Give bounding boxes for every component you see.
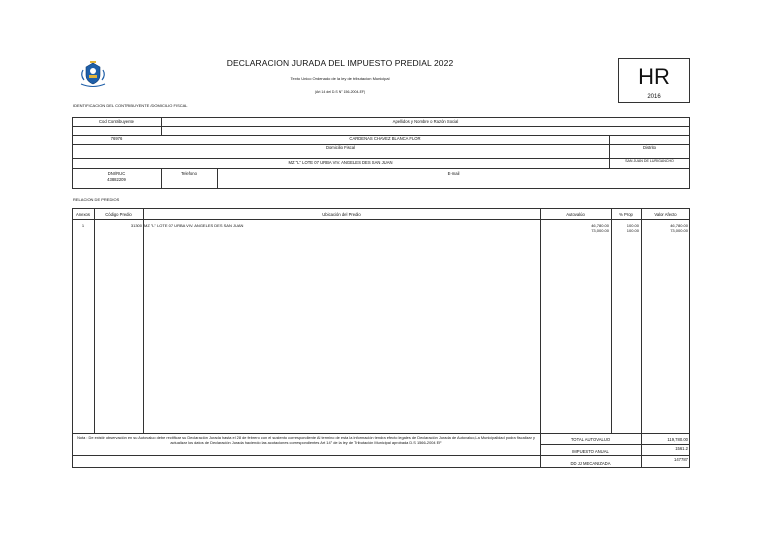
impuesto-anual-value: 1561.2 [675,446,688,451]
contribuyente-table [72,117,690,189]
cod-contribuyente-label: Cod Contribuyente [99,119,134,124]
section-heading-predios: RELACION DE PREDIOS [73,197,120,202]
row-codigo: 31300 [130,223,142,228]
row-valor-afecto-1: 46,780.00 [670,223,688,228]
distrito-label: Distrito [642,145,657,150]
footer-note: Nota : De existir observación en su Autovaluo debe rectificar su Declaración Jurada hasta el 28 de febrero con el sustento correspondiente Al termino de esta la información tendra efecto legales de Declaración Jurada de Autovaluo,La Municipalidad podra fiscalizar y actualizar los datos de Declaración Jurada haciendo las acotaciones correspondientes Art 14° de la ley de Tributación Municipal aprobada D.S 1566-2004 EF [77,435,535,446]
form-code: HR [638,64,670,89]
col-ubicacion: Ubicación del Predio [322,212,361,217]
row-valor-afecto-2: 73,000.00 [670,228,688,233]
dni-value: 43882209 [107,177,126,182]
page-title: DECLARACION JURADA DEL IMPUESTO PREDIAL 2022 [226,58,454,68]
domicilio-value: MZ "L" LOTE 07 URBA VIV. ANGELES DES SAN JUAN [288,160,393,165]
row-autovaluo-2: 73,000.00 [591,228,609,233]
email-label: E-mail [447,171,460,176]
form-year: 2016 [647,94,661,100]
municipal-logo [78,60,108,88]
cod-contribuyente-value: 76976 [110,136,123,141]
dni-label: DNI/RUC [107,171,126,176]
total-autovaluo-value: 119,780.00 [667,437,688,442]
telefono-label: Telefono [181,171,197,176]
row-ubicacion: MZ "L" LOTE 07 URBA VIV. ANGELES DES SAN JUAN [144,223,244,228]
row-anexo: 1 [81,223,85,228]
ddjj-label: DD JJ MECANIZADA [570,461,611,466]
domicilio-label: Domicilio Fiscal [325,145,356,150]
name-label: Apellidos y Nombre o Razón Social [392,119,459,124]
col-codigo-predio: Código Predio [105,212,132,217]
total-autovaluo-label: TOTAL AUTOVALUO [570,437,611,442]
row-autovaluo-1: 46,780.00 [591,223,609,228]
col-autovaluo: Autovalúo [566,212,585,217]
legal-reference: (Art 14 del D.S N° 156-2004-EF) [314,90,366,94]
name-value: CARDENAS CHAVEZ BLANCA FLOR [349,136,421,141]
row-prop-1: 100.00 [626,223,639,228]
section-heading-contribuyente: IDENTIFICACION DEL CONTRIBUYENTE /DOMICILIO FISCAL [73,103,188,108]
col-prop: % Prop [619,212,633,217]
col-anexos: Anexos [76,212,90,217]
ddjj-value: 147787 [674,457,688,462]
predios-table [72,208,690,468]
row-prop-2: 100.00 [626,228,639,233]
distrito-value: SAN JUAN DE LURIGANCHO [625,159,674,163]
col-valor-afecto: Valor Afecto [654,212,677,217]
page-subtitle: Texto Unico Ordenado de la ley de tributacion Municipal [290,76,390,81]
impuesto-anual-label: IMPUESTO ANUAL [572,449,609,454]
